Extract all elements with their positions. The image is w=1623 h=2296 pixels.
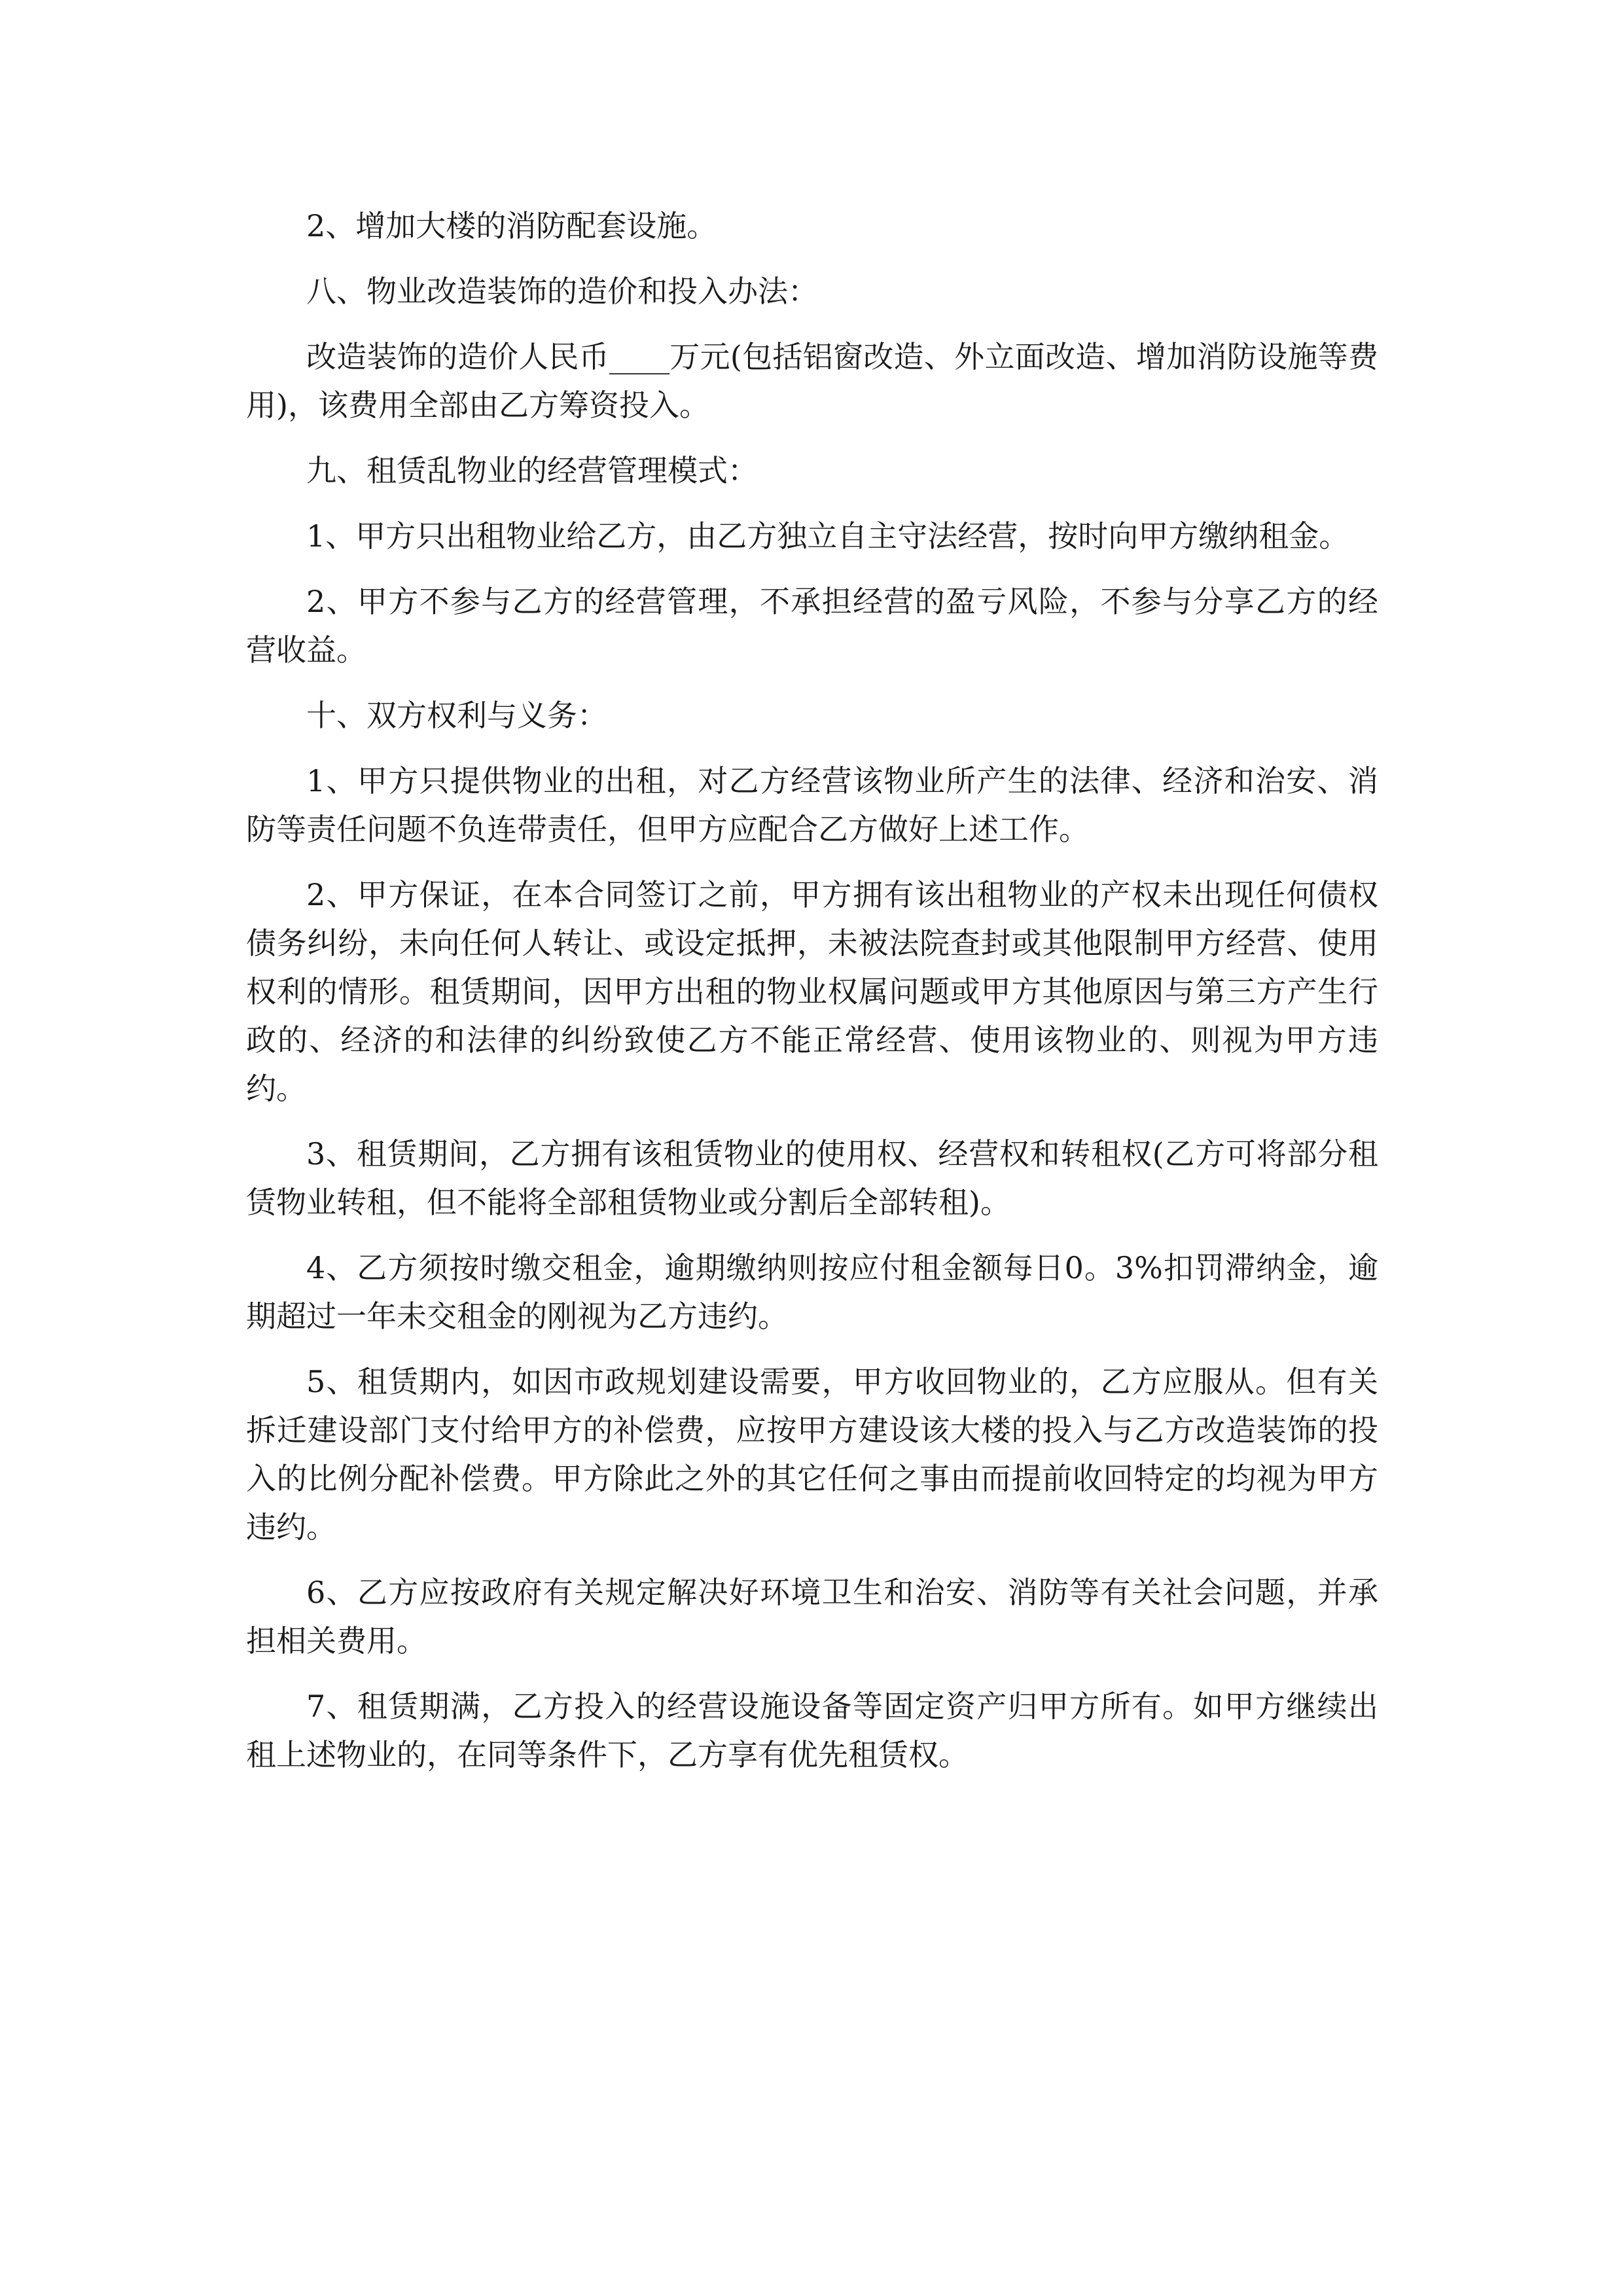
- section-heading-9: 九、租赁乱物业的经营管理模式：: [306, 453, 758, 488]
- paragraph-9-item-2: 2、甲方不参与乙方的经营管理，不承担经营的盈亏风险，不参与分享乙方的经营收益。: [246, 584, 1378, 668]
- document-body: [246, 202, 1378, 1796]
- paragraph-10-item-1: 1、甲方只提供物业的出租，对乙方经营该物业所产生的法律、经济和治安、消防等责任问题不负连带责任，但甲方应配合乙方做好上述工作。: [246, 763, 1378, 847]
- paragraph-10-item-5: 5、租赁期内，如因市政规划建设需要，甲方收回物业的，乙方应服从。但有关拆迁建设部门支付给甲方的补偿费，应按甲方建设该大楼的投入与乙方改造装饰的投入的比例分配补偿费。甲方除此之外的其它任何之事由而提前收回特定的均视为甲方违约。: [246, 1364, 1378, 1545]
- paragraph-10-item-7: 7、租赁期满，乙方投入的经营设施设备等固定资产归甲方所有。如甲方继续出租上述物业的，在同等条件下，乙方享有优先租赁权。: [246, 1689, 1378, 1772]
- paragraph-renovation-cost: 改造装饰的造价人民币____万元(包括铝窗改造、外立面改造、增加消防设施等费用)，该费用全部由乙方筹资投入。: [246, 339, 1378, 423]
- paragraph-item-2-fire-facilities: 2、增加大楼的消防配套设施。: [306, 208, 717, 243]
- paragraph-10-item-2: 2、甲方保证，在本合同签订之前，甲方拥有该出租物业的产权未出现任何债权债务纠纷，未向任何人转让、或设定抵押，未被法院查封或其他限制甲方经营、使用权利的情形。租赁期间，因甲方出租的物业权属问题或甲方其他原因与第三方产生行政的、经济的和法律的纠纷致使乙方不能正常经营、使用该物业的、则视为甲方违约。: [246, 877, 1378, 1106]
- section-heading-10: 十、双方权利与义务：: [306, 698, 607, 733]
- paragraph-10-item-6: 6、乙方应按政府有关规定解决好环境卫生和治安、消防等有关社会问题，并承担相关费用。: [246, 1575, 1378, 1659]
- paragraph-10-item-4: 4、乙方须按时缴交租金，逾期缴纳则按应付租金额每日0。3%扣罚滞纳金，逾期超过一年未交租金的刚视为乙方违约。: [246, 1250, 1378, 1334]
- paragraph-10-item-3: 3、租赁期间，乙方拥有该租赁物业的使用权、经营权和转租权(乙方可将部分租赁物业转租，但不能将全部租赁物业或分割后全部转租)。: [246, 1136, 1378, 1220]
- section-heading-8: 八、物业改造装饰的造价和投入办法：: [306, 274, 818, 309]
- paragraph-9-item-1: 1、甲方只出租物业给乙方，由乙方独立自主守法经营，按时向甲方缴纳租金。: [306, 518, 1349, 554]
